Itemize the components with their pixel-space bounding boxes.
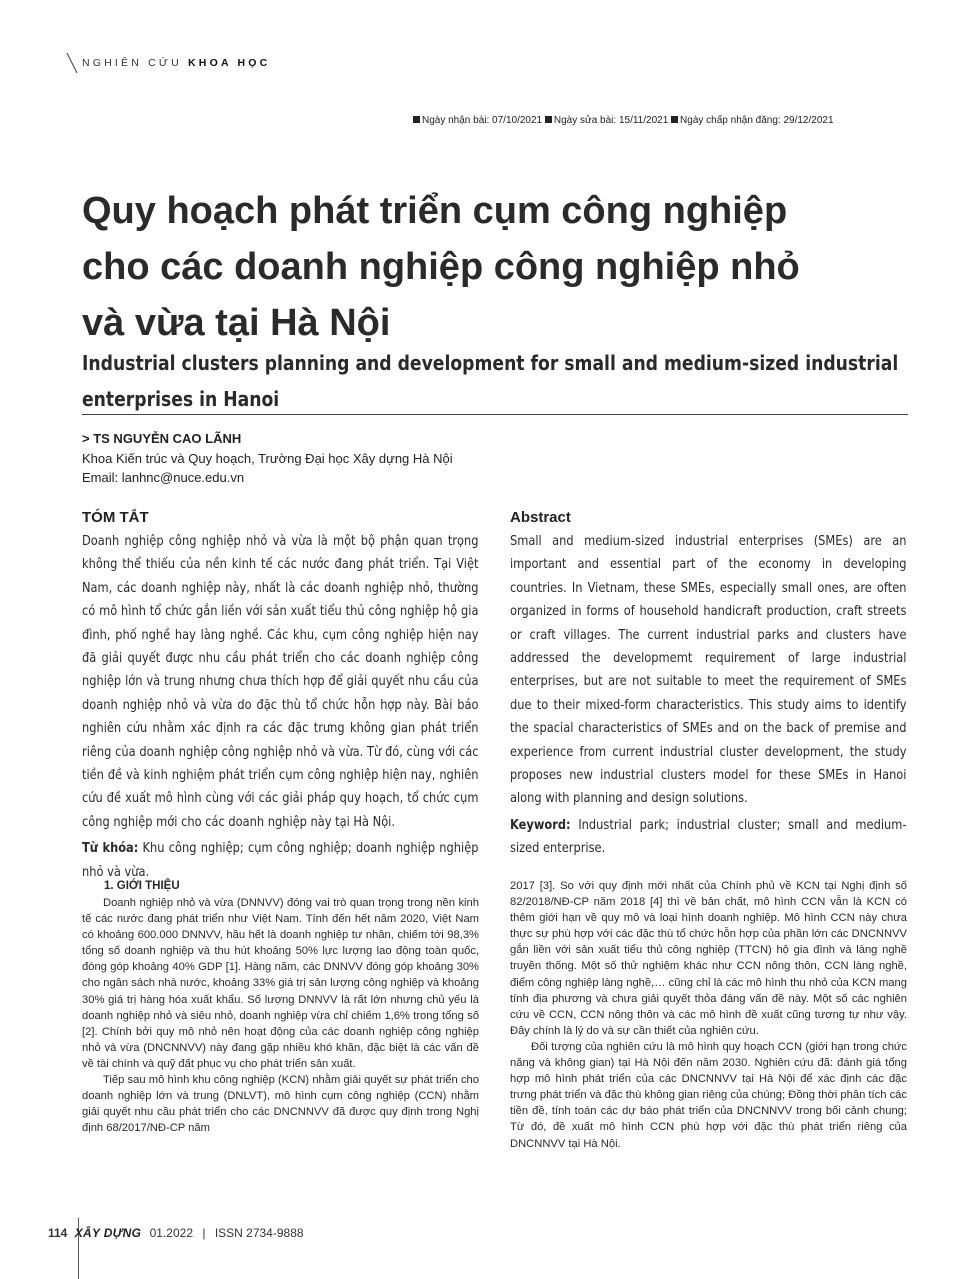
- section-heading: 1. GIỚI THIỆU: [104, 880, 180, 892]
- subtitle-line: Industrial clusters planning and development for small and medium-sized industrial: [82, 351, 899, 375]
- bullet-square-icon: [413, 116, 420, 123]
- keyword-list: Industrial park; industrial cluster; small and medium-sized enterprise.: [510, 816, 907, 857]
- abstract-en: [510, 530, 907, 861]
- body-column-left: [82, 878, 479, 1136]
- body-paragraph: Tiếp sau mô hình khu công nghiệp (KCN) nhằm giải quyết sự phát triển cho doanh nghiệp lớn và trung (DNLVT), mô hình cụm công nghiệp (CCN) nhằm giải quyết nhu cầu phát triển cho các DNCNNVV đã được quy định trong Nghị định 68/2017/NĐ-CP năm: [82, 1074, 479, 1135]
- date-received: Ngày nhận bài: 07/10/2021: [422, 115, 543, 126]
- title-line: cho các doanh nghiệp công nghiệp nhỏ: [82, 246, 800, 288]
- page-number: 114: [48, 1226, 68, 1240]
- keyword-label: Từ khóa:: [82, 840, 139, 857]
- section-label: [82, 57, 270, 69]
- abstract-vi-heading: TÓM TẮT: [82, 509, 149, 526]
- author-affiliation: Khoa Kiến trúc và Quy hoạch, Trường Đại học Xây dựng Hà Nội: [82, 451, 453, 466]
- body-paragraph: Doanh nghiệp nhỏ và vừa (DNNVV) đóng vai trò quan trọng trong nền kinh tế các nước đang phát triển như Việt Nam. Tính đến hết năm 2020, Việt Nam có khoảng 600.000 DNNVV, hầu hết là doanh nghiệp tư nhân, chiếm tới 98,3% tổng số doanh nghiệp và thu hút khoảng 50% lực lượng lao động toàn quốc, đóng góp khoảng 40% GDP [1]. Hàng năm, các DNNVV đóng góp khoảng 30% cho ngân sách nhà nước, khoảng 33% giá trị sản lượng công nghiệp và khoảng 30% giá trị hàng hóa xuất khẩu. Số lượng DNNVV là rất lớn nhưng chủ yếu là doanh nghiệp nhỏ và siêu nhỏ, doanh nghiệp vừa chỉ chiếm 1,6% trong tổng số [2]. Chính bởi quy mô nhỏ nên hoạt động của các doanh nghiệp công nghiệp nhỏ và vừa (DNCNNVV) này đang gặp nhiều khó khăn, đặc biệt là các vấn đề về tài chính và quỹ đất phục vụ cho phát triển sản xuất.: [82, 897, 479, 1070]
- issue-date: 01.2022: [149, 1226, 193, 1240]
- page-footer: [48, 1226, 304, 1240]
- magazine-logo: XÂY DỰNG: [74, 1226, 142, 1240]
- abstract-en-text: Small and medium-sized industrial enterprises (SMEs) are an important and essential part of the economy in developing countries. In Vietnam, these SMEs, especially small ones, are often organized in forms of household handicraft production, craft streets or craft villages. The current industrial parks and clusters have addressed the developmemt requirement of large industrial enterprises, but are not suitable to meet the requirement of SMEs due to their mixed-form characteristics. This study aims to identify the spacial characteristics of SMEs and on the back of premise and experience from current industrial cluster development, the study proposes new industrial clusters model for these SMEs in Hanoi along with planning and design solutions.: [510, 533, 907, 807]
- subtitle-line: enterprises in Hanoi: [82, 387, 280, 411]
- bullet-square-icon: [545, 116, 552, 123]
- body-column-right: [510, 878, 907, 1152]
- abstract-en-heading: Abstract: [510, 509, 571, 526]
- author-email: Email: lanhnc@nuce.edu.vn: [82, 470, 245, 485]
- body-paragraph: 2017 [3]. So với quy định mới nhất của Chính phủ về KCN tại Nghị định số 82/2018/NĐ-CP năm 2018 [4] thì về bản chất, mô hình CCN vẫn là KCN có thêm giới hạn về quy mô và loại hình doanh nghiệp. Mô hình CCN này chưa thực sự phù hợp với các đặc thù tổ chức hỗn hợp của phần lớn các DNCNNVV gắn liền với sản xuất tiểu thủ công nghiệp (TTCN) hộ gia đình và làng nghề truyền thống. Một số thử nghiệm khác như CCN nông thôn, CCN làng nghề, điểm công nghiệp làng nghề,… cũng chỉ là các mô hình thu nhỏ của KCN mang tính địa phương và chưa giải quyết thỏa đáng vấn đề này. Một số các nghiên cứu về CCN, CCN nông thôn và các mô hình đề xuất cũng tương tự như vậy. Đây chính là lý do và sự cần thiết của nghiên cứu.: [510, 880, 907, 1037]
- issn: ISSN 2734-9888: [214, 1226, 304, 1240]
- abstract-vi-text: Doanh nghiệp công nghiệp nhỏ và vừa là một bộ phận quan trọng không thể thiếu của nền kinh tế các nước đang phát triển. Tại Việt Nam, các doanh nghiệp này, nhất là các doanh nghiệp nhỏ, thường có mô hình tổ chức gắn liền với sản xuất tiểu thủ công nghiệp hộ gia đình, phố nghề hay làng nghề. Các khu, cụm công nghiệp hiện nay đã giải quyết được nhu cầu phát triển cho các doanh nghiệp công nghiệp lớn và trung nhưng chưa thích hợp để giải quyết nhu cầu của doanh nghiệp nhỏ và vừa do đặc thù tổ chức hỗn hợp này. Bài báo nghiên cứu nhằm xác định ra các đặc trưng không gian phát triển riêng của doanh nghiệp công nghiệp nhỏ và vừa. Từ đó, cùng với các tiền đề và kinh nghiệm phát triển cụm công nghiệp hiện nay, nghiên cứu đề xuất mô hình cùng với các giải pháp quy hoạch, tổ chức cụm công nghiệp mới cho các doanh nghiệp này tại Hà Nội.: [82, 533, 479, 830]
- keyword-label: Keyword:: [510, 816, 571, 833]
- title-line: Quy hoạch phát triển cụm công nghiệp: [82, 190, 788, 232]
- date-accepted: Ngày chấp nhận đăng: 29/12/2021: [680, 115, 834, 126]
- section-label-bold: KHOA HỌC: [188, 57, 271, 69]
- section-marker-icon: [66, 52, 80, 74]
- abstract-vi: [82, 530, 479, 884]
- author-name: > TS NGUYỄN CAO LÃNH: [82, 431, 242, 446]
- section-label-prefix: NGHIÊN CỨU: [82, 57, 182, 69]
- footer-separator: |: [202, 1226, 206, 1240]
- abstract-en-keywords: [510, 814, 906, 861]
- keyword-list: Khu công nghiệp; cụm công nghiệp; doanh nghiệp nghiệp nhỏ và vừa.: [82, 840, 479, 880]
- body-paragraph: Đối tượng của nghiên cứu là mô hình quy hoạch CCN (giới hạn trong chức năng và không gian) tại Hà Nội đến năm 2030. Nghiên cứu đã: đánh giá tổng hợp mô hình phát triển của các DNCNNVV tại Hà Nội để xác định các đặc trưng phát triển và đặc thù không gian riêng của chúng; Đồng thời phân tích các tiền đề, tính toán các dự báo phát triển của DNCNNVV trong bối cảnh chung; Từ đó, đề xuất mô hình CCN phù hợp với đặc thù phát triển riêng của DNCNNVV tại Hà Nội.: [510, 1040, 907, 1150]
- bullet-square-icon: [671, 116, 678, 123]
- title-divider: [82, 414, 908, 415]
- submission-dates: [413, 115, 908, 126]
- date-revised: Ngày sửa bài: 15/11/2021: [553, 115, 669, 126]
- title-line: và vừa tại Hà Nội: [82, 302, 391, 344]
- article-subtitle: [82, 345, 899, 417]
- article-title: [82, 183, 912, 351]
